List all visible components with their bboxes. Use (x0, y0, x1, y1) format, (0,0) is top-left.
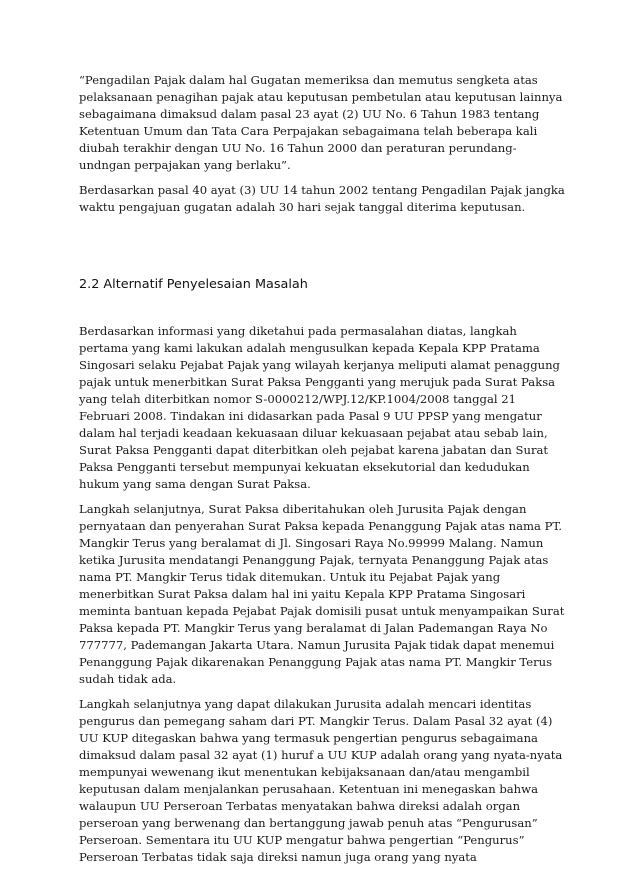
paragraph-surat-paksa-pengganti: Berdasarkan informasi yang diketahui pada permasalahan diatas, langkah pertama yang kami lakukan adalah mengusulkan kepada Kepala KPP Pratama Singosari selaku Pejabat Pajak yang wilayah kerjanya meliputi alamat penaggung pajak untuk menerbitkan Surat Paksa Pengganti yang merujuk pada Surat Paksa yang telah diterbitkan nomor S-0000212/WPJ.12/KP.1004/2008 tanggal 21 Februari 2008. Tindakan ini didasarkan pada Pasal 9 UU PPSP yang mengatur dalam hal terjadi keadaan kekuasaan diluar kekuasaan pejabat atau sebab lain, Surat Paksa Pengganti dapat diterbitkan oleh pejabat karena jabatan dan Surat Paksa Pengganti tersebut mempunyai kekuatan eksekutorial dan kedudukan hukum yang sama dengan Surat Paksa. (79, 324, 560, 491)
section-heading: 2.2 Alternatif Penyelesaian Masalah (79, 277, 308, 292)
spacer (79, 224, 567, 276)
paragraph-gugatan-deadline: Berdasarkan pasal 40 ayat (3) UU 14 tahun 2002 tentang Pengadilan Pajak jangka waktu pengajuan gugatan adalah 30 hari sejak tanggal diterima keputusan. (79, 183, 565, 214)
quote-paragraph: “Pengadilan Pajak dalam hal Gugatan memeriksa dan memutus sengketa atas pelaksanaan penagihan pajak atau keputusan pembetulan atau keputusan lainnya sebagaimana dimaksud dalam pasal 23 ayat (2) UU No. 6 Tahun 1983 tentang Ketentuan Umum dan Tata Cara Perpajakan sebagaimana telah beberapa kali diubah terakhir dengan UU No. 16 Tahun 2000 dan peraturan perundang-undngan perpajakan yang berlaku”. (79, 73, 563, 172)
document-body (79, 72, 567, 874)
paragraph-jurusita-notice: Langkah selanjutnya, Surat Paksa diberitahukan oleh Jurusita Pajak dengan pernyataan dan penyerahan Surat Paksa kepada Penanggung Pajak atas nama PT. Mangkir Terus yang beralamat di Jl. Singosari Raya No.99999 Malang. Namun ketika Jurusita mendatangi Penanggung Pajak, ternyata Penanggung Pajak atas nama PT. Mangkir Terus tidak ditemukan. Untuk itu Pejabat Pajak yang menerbitkan Surat Paksa dalam hal ini yaitu Kepala KPP Pratama Singosari meminta bantuan kepada Pejabat Pajak domisili pusat untuk menyampaikan Surat Paksa kepada PT. Mangkir Terus yang beralamat di Jalan Pademangan Raya No 777777, Pademangan Jakarta Utara. Namun Jurusita Pajak tidak dapat menemui Penanggung Pajak dikarenakan Penanggung Pajak atas nama PT. Mangkir Terus sudah tidak ada. (79, 502, 565, 686)
paragraph-pengurus: Langkah selanjutnya yang dapat dilakukan Jurusita adalah mencari identitas pengurus dan pemegang saham dari PT. Mangkir Terus. Dalam Pasal 32 ayat (4) UU KUP ditegaskan bahwa yang termasuk pengertian pengurus sebagaimana dimaksud dalam pasal 32 ayat (1) huruf a UU KUP adalah orang yang nyata-nyata mempunyai wewenang ikut menentukan kebijaksanaan dan/atau mengambil keputusan dalam menjalankan perusahaan. Ketentuan ini menegaskan bahwa walaupun UU Perseroan Terbatas menyatakan bahwa direksi adalah organ perseroan yang berwenang dan bertanggung jawab penuh atas “Pengurusan” Perseroan. Sementara itu UU KUP mengatur bahwa pengertian “Pengurus” Perseroan Terbatas tidak saja direksi namun juga orang yang nyata (79, 697, 563, 864)
spacer (79, 293, 567, 323)
